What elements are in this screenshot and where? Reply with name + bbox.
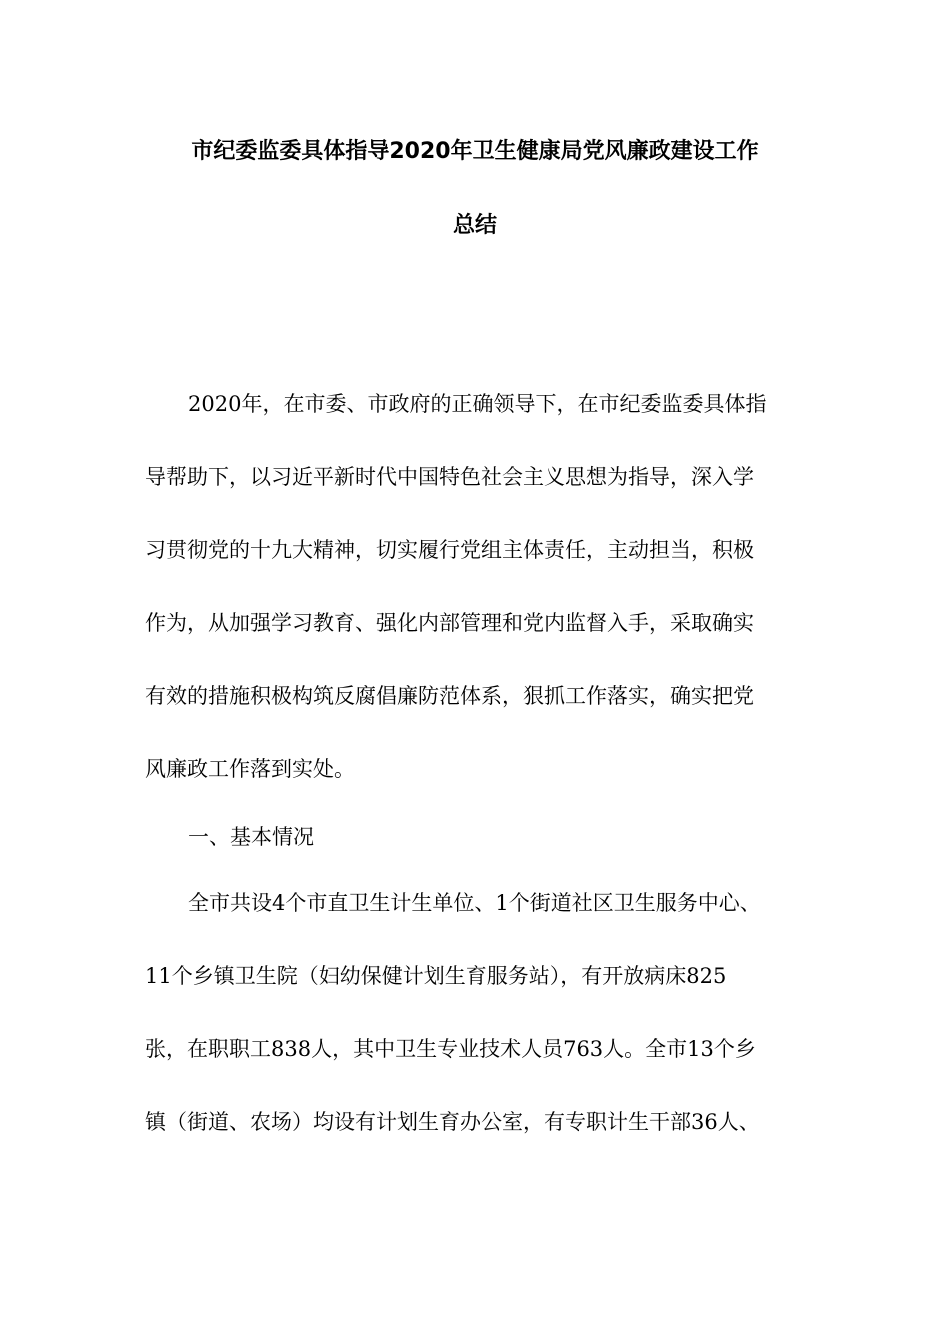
paragraph-line: 全市共设4个市直卫生计生单位、1个街道社区卫生服务中心、 [188, 891, 761, 915]
paragraph-line: 镇（街道、农场）均设有计划生育办公室，有专职计生干部36人、 [145, 1110, 760, 1134]
document-title-line-2: 总结 [452, 213, 497, 238]
document-title-line-1: 市纪委监委具体指导2020年卫生健康局党风廉政建设工作 [191, 139, 759, 164]
paragraph-line: 张，在职职工838人，其中卫生专业技术人员763人。全市13个乡 [145, 1037, 756, 1061]
paragraph-line: 习贯彻党的十九大精神，切实履行党组主体责任，主动担当，积极 [145, 538, 754, 562]
section-heading: 一、基本情况 [188, 825, 314, 849]
paragraph-line: 有效的措施积极构筑反腐倡廉防范体系，狠抓工作落实，确实把党 [145, 684, 754, 708]
paragraph-line: 作为，从加强学习教育、强化内部管理和党内监督入手，采取确实 [145, 611, 754, 635]
paragraph-line: 11个乡镇卫生院（妇幼保健计划生育服务站），有开放病床825 [145, 964, 727, 988]
paragraph-line: 2020年，在市委、市政府的正确领导下，在市纪委监委具体指 [188, 392, 767, 416]
paragraph-line: 风廉政工作落到实处。 [145, 757, 355, 781]
paragraph-line: 导帮助下，以习近平新时代中国特色社会主义思想为指导，深入学 [145, 465, 754, 489]
